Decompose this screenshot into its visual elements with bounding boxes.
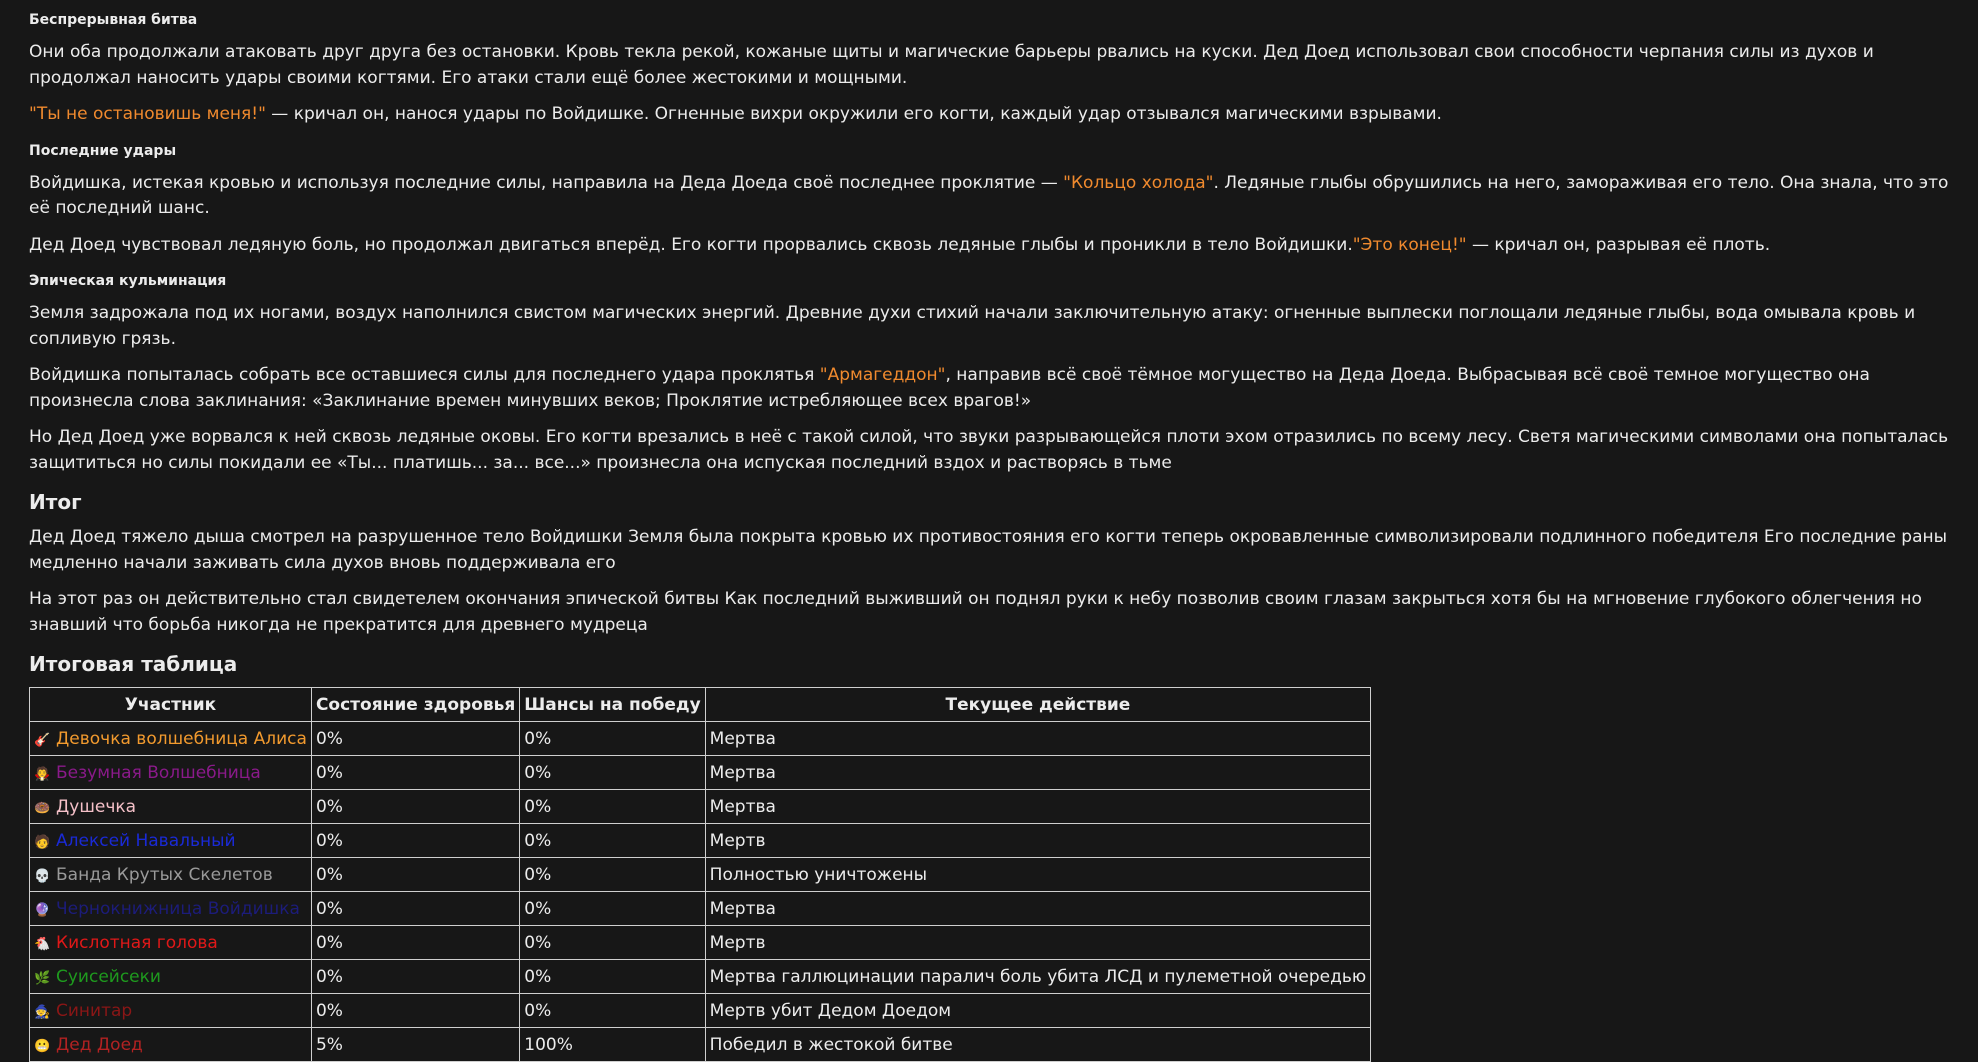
table-body bbox=[30, 722, 1371, 1062]
action-cell: Мертв убит Дедом Доедом bbox=[705, 994, 1371, 1028]
chance-cell: 0% bbox=[520, 790, 705, 824]
section-heading-last-blows: Последние удары bbox=[29, 142, 177, 159]
quote: "Армагеддон" bbox=[819, 365, 946, 385]
health-cell: 0% bbox=[311, 994, 519, 1028]
action-cell: Мертва bbox=[705, 722, 1371, 756]
action-cell: Победил в жестокой битве bbox=[705, 1028, 1371, 1062]
paragraph-text: Войдишка попыталась собрать все оставшиеся силы для последнего удара проклятья bbox=[29, 365, 820, 385]
participant-name: Кислотная голова bbox=[56, 932, 218, 953]
health-cell: 0% bbox=[311, 892, 519, 926]
paragraph bbox=[29, 233, 1959, 259]
table-row bbox=[30, 790, 1371, 824]
participant-emoji-icon: 🌿 bbox=[34, 970, 51, 986]
chance-cell: 0% bbox=[520, 756, 705, 790]
health-cell: 5% bbox=[311, 1028, 519, 1062]
participant-cell bbox=[30, 926, 312, 960]
chance-cell: 0% bbox=[520, 892, 705, 926]
participant-emoji-icon: 🍩 bbox=[34, 800, 51, 816]
chance-cell: 0% bbox=[520, 994, 705, 1028]
quote: "Ты не остановишь меня!" bbox=[29, 104, 266, 124]
action-cell: Полностью уничтожены bbox=[705, 858, 1371, 892]
participant-name: Девочка волшебница Алиса bbox=[56, 728, 307, 749]
health-cell: 0% bbox=[311, 926, 519, 960]
participant-cell bbox=[30, 892, 312, 926]
participant-name: Безумная Волшебница bbox=[56, 762, 261, 783]
section-heading-battle: Беспрерывная битва bbox=[29, 12, 198, 28]
action-cell: Мертва bbox=[705, 892, 1371, 926]
quote: "Это конец!" bbox=[1352, 234, 1467, 255]
chance-cell: 0% bbox=[520, 926, 705, 960]
participant-name: Суисейсеки bbox=[56, 966, 161, 987]
participant-cell bbox=[30, 722, 312, 756]
participant-name: Алексей Навальный bbox=[56, 830, 236, 851]
paragraph bbox=[29, 363, 1959, 414]
section-heading-climax: Эпическая кульминация bbox=[29, 273, 227, 289]
document bbox=[29, 4, 1959, 1062]
participant-name: Душечка bbox=[56, 796, 137, 817]
participant-emoji-icon: 🎸 bbox=[34, 732, 51, 748]
chance-cell: 0% bbox=[520, 960, 705, 994]
column-header-chance: Шансы на победу bbox=[520, 688, 705, 722]
health-cell: 0% bbox=[311, 756, 519, 790]
table-header-row bbox=[30, 688, 1371, 722]
action-cell: Мертв bbox=[705, 824, 1371, 858]
paragraph: На этот раз он действительно стал свидетелем окончания эпической битвы Как последний выживший он поднял руки к небу позволив своим глазам закрыться хотя бы на мгновение глубокого облегчения но знавший что борьба никогда не прекратится для древнего мудреца bbox=[29, 589, 1922, 635]
column-header-action: Текущее действие bbox=[705, 688, 1371, 722]
table-heading: Итоговая таблица bbox=[29, 652, 238, 676]
health-cell: 0% bbox=[311, 960, 519, 994]
participant-cell bbox=[30, 756, 312, 790]
chance-cell: 0% bbox=[520, 824, 705, 858]
paragraph-text: Войдишка, истекая кровью и используя последние силы, направила на Деда Доеда своё последнее проклятие — bbox=[29, 172, 1064, 193]
participant-cell bbox=[30, 994, 312, 1028]
action-cell: Мертв bbox=[705, 926, 1371, 960]
paragraph: Но Дед Доед уже ворвался к ней сквозь ледяные оковы. Его когти врезались в неё с такой силой, что звуки разрывающейся плоти эхом отразились по всему лесу. Светя магическими символами она попыталась защититься но силы покидали ее «Ты... платишь... за... все...» произнесла она испуская последний вздох и растворясь в тьме bbox=[29, 427, 1949, 473]
section-heading-result: Итог bbox=[29, 490, 82, 514]
participant-emoji-icon: 🔮 bbox=[34, 902, 51, 918]
participant-emoji-icon: 💀 bbox=[34, 868, 51, 884]
paragraph bbox=[29, 102, 1959, 128]
table-row bbox=[30, 1028, 1371, 1062]
results-table bbox=[29, 687, 1371, 1062]
participant-emoji-icon: 🧛 bbox=[34, 766, 51, 782]
paragraph-text: — кричал он, нанося удары по Войдишке. Огненные вихри окружили его когти, каждый удар отзывался магическими взрывами. bbox=[265, 104, 1442, 124]
participant-name: Синитар bbox=[56, 1000, 133, 1021]
chance-cell: 0% bbox=[520, 722, 705, 756]
participant-cell bbox=[30, 790, 312, 824]
participant-name: Дед Доед bbox=[56, 1034, 143, 1055]
chance-cell: 0% bbox=[520, 858, 705, 892]
table-row bbox=[30, 824, 1371, 858]
health-cell: 0% bbox=[311, 824, 519, 858]
table-row bbox=[30, 926, 1371, 960]
participant-name: Чернокнижница Войдишка bbox=[56, 898, 300, 919]
table-row bbox=[30, 892, 1371, 926]
column-header-health: Состояние здоровья bbox=[311, 688, 519, 722]
paragraph: Они оба продолжали атаковать друг друга без остановки. Кровь текла рекой, кожаные щиты и магические барьеры рвались на куски. Дед Доед использовал свои способности черпания силы из духов и продолжал наносить удары своими когтями. Его атаки стали ещё более жестокими и мощными. bbox=[29, 42, 1874, 88]
participant-emoji-icon: 😬 bbox=[34, 1038, 51, 1054]
table-row bbox=[30, 960, 1371, 994]
table-row bbox=[30, 994, 1371, 1028]
quote: "Кольцо холода" bbox=[1063, 172, 1214, 193]
paragraph-text: . Ледяные глыбы обрушились на него, замораживая его тело. Она знала, что это её последний шанс. bbox=[29, 172, 1949, 218]
participant-cell bbox=[30, 858, 312, 892]
participant-cell bbox=[30, 824, 312, 858]
participant-emoji-icon: 🐔 bbox=[34, 936, 51, 952]
action-cell: Мертва галлюцинации паралич боль убита ЛСД и пулеметной очередью bbox=[705, 960, 1371, 994]
column-header-participant: Участник bbox=[30, 688, 312, 722]
participant-cell bbox=[30, 1028, 312, 1062]
participant-cell bbox=[30, 960, 312, 994]
paragraph-text: — кричал он, разрывая её плоть. bbox=[1466, 234, 1771, 255]
paragraph bbox=[29, 171, 1959, 222]
health-cell: 0% bbox=[311, 858, 519, 892]
table-row bbox=[30, 756, 1371, 790]
paragraph: Дед Доед тяжело дыша смотрел на разрушенное тело Войдишки Земля была покрыта кровью их противостояния его когти теперь окровавленные символизировали подлинного победителя Его последние раны медленно начали заживать сила духов вновь поддерживала его bbox=[29, 527, 1948, 573]
table-row bbox=[30, 858, 1371, 892]
health-cell: 0% bbox=[311, 722, 519, 756]
participant-emoji-icon: 🧙 bbox=[34, 1004, 51, 1020]
paragraph-text: , направив всё своё тёмное могущество на Деда Доеда. Выбрасывая всё своё темное могущество она произнесла слова заклинания: «Заклинание времен минувших веков; Проклятие истребляющее всех врагов!» bbox=[29, 365, 1870, 411]
participant-name: Банда Крутых Скелетов bbox=[56, 864, 273, 885]
action-cell: Мертва bbox=[705, 790, 1371, 824]
chance-cell: 100% bbox=[520, 1028, 705, 1062]
action-cell: Мертва bbox=[705, 756, 1371, 790]
health-cell: 0% bbox=[311, 790, 519, 824]
paragraph-text: Дед Доед чувствовал ледяную боль, но продолжал двигаться вперёд. Его когти прорвались сквозь ледяные глыбы и проникли в тело Войдишки. bbox=[29, 234, 1353, 255]
table-row bbox=[30, 722, 1371, 756]
paragraph: Земля задрожала под их ногами, воздух наполнился свистом магических энергий. Древние духи стихий начали заключительную атаку: огненные выплески поглощали ледяные глыбы, вода омывала кровь и сопливую грязь. bbox=[29, 303, 1916, 349]
participant-emoji-icon: 🧑 bbox=[34, 834, 51, 850]
